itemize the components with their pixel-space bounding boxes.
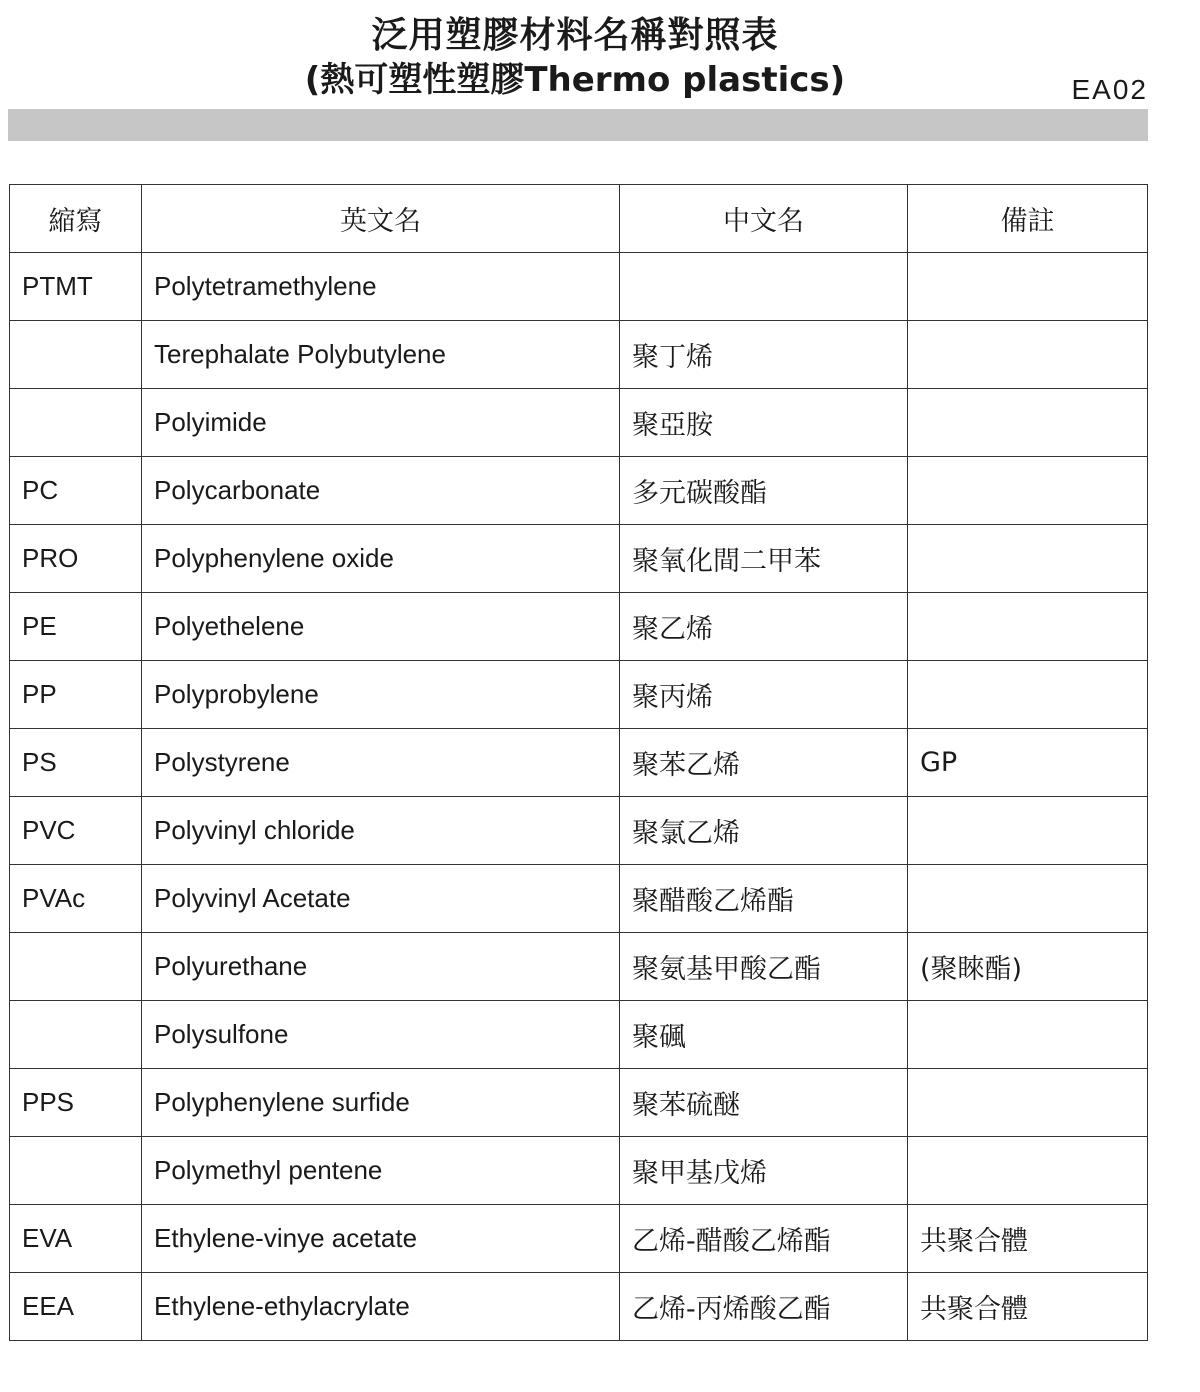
remarks-cell: [908, 593, 1148, 661]
english-name-cell: Polyvinyl Acetate: [142, 865, 620, 933]
english-name-cell: Polysulfone: [142, 1001, 620, 1069]
abbreviation-cell: PPS: [10, 1069, 142, 1137]
english-name-cell: Polyprobylene: [142, 661, 620, 729]
remarks-cell: [908, 797, 1148, 865]
table-row: [10, 1137, 1148, 1205]
header-english-name: 英文名: [142, 185, 620, 253]
english-name-cell: Polymethyl pentene: [142, 1137, 620, 1205]
remarks-cell: [908, 253, 1148, 321]
title-line-2: (熱可塑性塑膠Thermo plastics): [304, 60, 846, 100]
abbreviation-cell: PVC: [10, 797, 142, 865]
table-row: [10, 1001, 1148, 1069]
table-row: [10, 729, 1148, 797]
remarks-cell: GP: [908, 729, 1148, 797]
chinese-name-cell: 聚苯硫醚: [620, 1069, 908, 1137]
english-name-cell: Polytetramethylene: [142, 253, 620, 321]
table-row: [10, 457, 1148, 525]
chinese-name-cell: 聚苯乙烯: [620, 729, 908, 797]
remarks-cell: [908, 525, 1148, 593]
chinese-name-cell: 聚亞胺: [620, 389, 908, 457]
abbreviation-cell: PC: [10, 457, 142, 525]
table-row: [10, 865, 1148, 933]
materials-table: [9, 184, 1148, 1341]
table-row: [10, 1273, 1148, 1341]
remarks-cell: 共聚合體: [908, 1205, 1148, 1273]
english-name-cell: Polyimide: [142, 389, 620, 457]
abbreviation-cell: [10, 1137, 142, 1205]
table-row: [10, 593, 1148, 661]
abbreviation-cell: [10, 389, 142, 457]
table-body: [10, 253, 1148, 1341]
english-name-cell: Terephalate Polybutylene: [142, 321, 620, 389]
english-name-cell: Polyvinyl chloride: [142, 797, 620, 865]
remarks-cell: [908, 865, 1148, 933]
chinese-name-cell: 聚丁烯: [620, 321, 908, 389]
abbreviation-cell: EEA: [10, 1273, 142, 1341]
remarks-cell: (聚睞酯): [908, 933, 1148, 1001]
chinese-name-cell: 乙烯-丙烯酸乙酯: [620, 1273, 908, 1341]
remarks-cell: [908, 1069, 1148, 1137]
remarks-cell: [908, 1001, 1148, 1069]
remarks-cell: [908, 457, 1148, 525]
english-name-cell: Polycarbonate: [142, 457, 620, 525]
english-name-cell: Polyphenylene surfide: [142, 1069, 620, 1137]
table-row: [10, 525, 1148, 593]
abbreviation-cell: [10, 1001, 142, 1069]
chinese-name-cell: 聚醋酸乙烯酯: [620, 865, 908, 933]
table-row: [10, 321, 1148, 389]
table-row: [10, 933, 1148, 1001]
abbreviation-cell: PP: [10, 661, 142, 729]
remarks-cell: [908, 661, 1148, 729]
title-line-1: 泛用塑膠材料名稱對照表: [371, 15, 779, 56]
table-row: [10, 389, 1148, 457]
chinese-name-cell: 多元碳酸酯: [620, 457, 908, 525]
abbreviation-cell: PE: [10, 593, 142, 661]
table-row: [10, 661, 1148, 729]
page-title: [0, 14, 1150, 102]
table-header-row: [10, 185, 1148, 253]
abbreviation-cell: PTMT: [10, 253, 142, 321]
chinese-name-cell: [620, 253, 908, 321]
abbreviation-cell: EVA: [10, 1205, 142, 1273]
remarks-cell: [908, 389, 1148, 457]
english-name-cell: Polyethelene: [142, 593, 620, 661]
remarks-cell: 共聚合體: [908, 1273, 1148, 1341]
header-abbreviation: 縮寫: [10, 185, 142, 253]
abbreviation-cell: [10, 933, 142, 1001]
english-name-cell: Polyurethane: [142, 933, 620, 1001]
table-row: [10, 253, 1148, 321]
english-name-cell: Polyphenylene oxide: [142, 525, 620, 593]
chinese-name-cell: 聚乙烯: [620, 593, 908, 661]
header-divider-bar: [8, 109, 1148, 141]
table-row: [10, 797, 1148, 865]
abbreviation-cell: PS: [10, 729, 142, 797]
table-row: [10, 1069, 1148, 1137]
table-row: [10, 1205, 1148, 1273]
english-name-cell: Ethylene-vinye acetate: [142, 1205, 620, 1273]
english-name-cell: Ethylene-ethylacrylate: [142, 1273, 620, 1341]
abbreviation-cell: PVAc: [10, 865, 142, 933]
remarks-cell: [908, 1137, 1148, 1205]
remarks-cell: [908, 321, 1148, 389]
chinese-name-cell: 聚氯乙烯: [620, 797, 908, 865]
chinese-name-cell: 乙烯-醋酸乙烯酯: [620, 1205, 908, 1273]
chinese-name-cell: 聚碸: [620, 1001, 908, 1069]
abbreviation-cell: PRO: [10, 525, 142, 593]
header-chinese-name: 中文名: [620, 185, 908, 253]
abbreviation-cell: [10, 321, 142, 389]
header-remarks: 備註: [908, 185, 1148, 253]
chinese-name-cell: 聚氨基甲酸乙酯: [620, 933, 908, 1001]
chinese-name-cell: 聚丙烯: [620, 661, 908, 729]
english-name-cell: Polystyrene: [142, 729, 620, 797]
chinese-name-cell: 聚氧化間二甲苯: [620, 525, 908, 593]
document-code: EA02: [1071, 74, 1148, 105]
chinese-name-cell: 聚甲基戊烯: [620, 1137, 908, 1205]
